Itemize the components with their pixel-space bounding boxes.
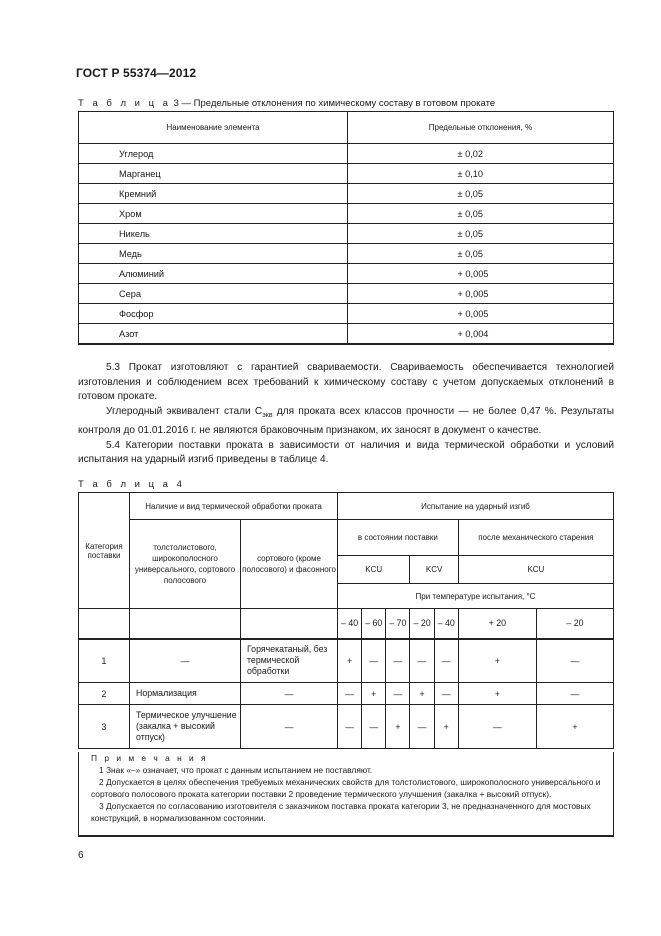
category-cell: 1 bbox=[79, 639, 130, 683]
element-name: Сера bbox=[79, 284, 348, 304]
test-mark: — bbox=[338, 705, 362, 749]
column-header-deviation: Предельные отклонения, % bbox=[348, 112, 614, 144]
header-kcv: KCV bbox=[410, 556, 458, 584]
temperature-value: – 40 bbox=[434, 609, 458, 639]
deviation-value: ± 0,05 bbox=[457, 188, 483, 199]
test-mark: — bbox=[434, 639, 458, 683]
table-row bbox=[79, 144, 614, 164]
thick-treatment: Нормализация bbox=[130, 683, 241, 705]
test-mark: + bbox=[362, 683, 386, 705]
test-mark: — bbox=[458, 705, 536, 749]
header-test-temperature: При температуре испытания, °С bbox=[338, 584, 614, 609]
thick-treatment: Термическое улучшение (закалка + высокий отпуск) bbox=[130, 705, 241, 749]
document-header: ГОСТ Р 55374—2012 bbox=[76, 66, 197, 80]
element-name: Алюминий bbox=[79, 264, 348, 284]
temperature-value: – 20 bbox=[536, 609, 613, 639]
table-delivery-categories bbox=[78, 492, 614, 749]
table-row bbox=[79, 683, 614, 705]
table-row bbox=[79, 639, 614, 683]
element-name: Медь bbox=[79, 244, 348, 264]
test-mark: + bbox=[536, 705, 613, 749]
temperature-value: – 70 bbox=[386, 609, 410, 639]
paragraph-carbon-equivalent: Углеродный эквивалент стали $С_{экв}$ для проката всех классов прочности — не более 0,47 %. Результаты контроля до 01.01.2016 г. не являются браковочным признаком, их заносят в документ о качестве. bbox=[78, 406, 614, 436]
table-chemical-deviations bbox=[78, 111, 614, 345]
deviation-value: ± 0,05 bbox=[457, 228, 483, 239]
thick-treatment: — bbox=[130, 639, 241, 683]
category-cell: 2 bbox=[79, 683, 130, 705]
subscript: экв bbox=[262, 412, 273, 420]
deviation-value: + 0,005 bbox=[457, 308, 489, 319]
header-delivery-state: в состоянии поставки bbox=[338, 520, 459, 556]
element-name: Марганец bbox=[79, 164, 348, 184]
table-row bbox=[79, 244, 614, 264]
table4-caption: Т а б л и ц а 4 bbox=[78, 479, 185, 490]
table-notes bbox=[78, 752, 614, 836]
deviation-value: ± 0,05 bbox=[457, 248, 483, 259]
table-bottom-rule bbox=[78, 835, 614, 837]
header-aging: после механического старения bbox=[458, 520, 613, 556]
temperature-value: – 20 bbox=[410, 609, 434, 639]
test-mark: + bbox=[338, 639, 362, 683]
deviation-value: ± 0,10 bbox=[457, 168, 483, 179]
header-heat-treatment: Наличие и вид термической обработки проката bbox=[130, 493, 338, 520]
paragraph-5-3: 5.3 Прокат изготовляют с гарантией свариваемости. Свариваемость обеспечивается технологией изготовления и соблюдением всех требований к химическому составу с учетом допускаемых отклонений в готовом прокате. bbox=[78, 362, 614, 403]
section-treatment: Горячекатаный, без термической обработки bbox=[241, 639, 338, 683]
header-category: Категория поставки bbox=[79, 493, 130, 609]
element-name: Фосфор bbox=[79, 304, 348, 324]
table-row bbox=[79, 304, 614, 324]
body-text bbox=[78, 361, 614, 468]
column-header-element: Наименование элемента bbox=[79, 112, 348, 144]
test-mark: — bbox=[536, 683, 613, 705]
test-mark: — bbox=[536, 639, 613, 683]
deviation-value: + 0,005 bbox=[457, 268, 489, 279]
test-mark: — bbox=[434, 683, 458, 705]
header-thick-products: толстолистового, широкополосного универсального, сортового полосового bbox=[130, 520, 241, 609]
paragraph-5-4: 5.4 Категории поставки проката в зависимости от наличия и вида термической обработки и условий испытания на ударный изгиб приведены в таблице 4. bbox=[78, 439, 614, 466]
deviation-value: + 0,005 bbox=[457, 288, 489, 299]
table-row bbox=[79, 224, 614, 244]
test-mark: + bbox=[386, 705, 410, 749]
category-cell: 3 bbox=[79, 705, 130, 749]
test-mark: — bbox=[386, 639, 410, 683]
table-row bbox=[79, 204, 614, 224]
header-impact-test: Испытание на ударный изгиб bbox=[338, 493, 614, 520]
section-treatment: — bbox=[241, 705, 338, 749]
test-mark: — bbox=[362, 639, 386, 683]
table-row bbox=[79, 184, 614, 204]
test-mark: + bbox=[434, 705, 458, 749]
test-mark: — bbox=[362, 705, 386, 749]
element-name: Хром bbox=[79, 204, 348, 224]
note-3: 3 Допускается по согласованию изготовителя с заказчиком поставка проката категории 3, не предназначенного для мостовых конструкций, в нормализованном состоянии. bbox=[91, 801, 591, 823]
deviation-value: ± 0,05 bbox=[457, 208, 483, 219]
caption-word: Т а б л и ц а bbox=[78, 98, 171, 109]
note-2: 2 Допускается в целях обеспечения требуемых механических свойств для толстолистового, широкополосного универсального и сортового полосового проката категории поставки 2 проведение термического улучшения (закалка + высокий отпуск). bbox=[91, 777, 601, 799]
element-name: Углерод bbox=[79, 144, 348, 164]
table-row bbox=[79, 164, 614, 184]
element-name: Никель bbox=[79, 224, 348, 244]
table-row bbox=[79, 324, 614, 345]
test-mark: + bbox=[410, 683, 434, 705]
deviation-value: ± 0,02 bbox=[457, 148, 483, 159]
notes-title: П р и м е ч а н и я bbox=[91, 753, 209, 763]
header-section-products: сортового (кроме полосового) и фасонного bbox=[241, 520, 338, 609]
test-mark: + bbox=[458, 639, 536, 683]
caption-text: 3 — Предельные отклонения по химическому составу в готовом прокате bbox=[173, 98, 496, 109]
page-number: 6 bbox=[78, 850, 84, 861]
temperature-value: – 60 bbox=[362, 609, 386, 639]
header-kcu-aged: KCU bbox=[458, 556, 613, 584]
note-1: 1 Знак «–» означает, что прокат с данным испытанием не поставляют. bbox=[99, 765, 373, 775]
element-name: Азот bbox=[79, 324, 348, 345]
header-kcu: KCU bbox=[338, 556, 410, 584]
deviation-value: + 0,004 bbox=[457, 328, 489, 339]
element-name: Кремний bbox=[79, 184, 348, 204]
table-row bbox=[79, 284, 614, 304]
temperature-value: + 20 bbox=[458, 609, 536, 639]
test-mark: — bbox=[410, 639, 434, 683]
test-mark: — bbox=[410, 705, 434, 749]
table3-caption bbox=[78, 98, 495, 109]
section-treatment: — bbox=[241, 683, 338, 705]
table-row bbox=[79, 264, 614, 284]
temperature-value: – 40 bbox=[338, 609, 362, 639]
table-row bbox=[79, 705, 614, 749]
test-mark: — bbox=[338, 683, 362, 705]
test-mark: + bbox=[458, 683, 536, 705]
test-mark: — bbox=[386, 683, 410, 705]
